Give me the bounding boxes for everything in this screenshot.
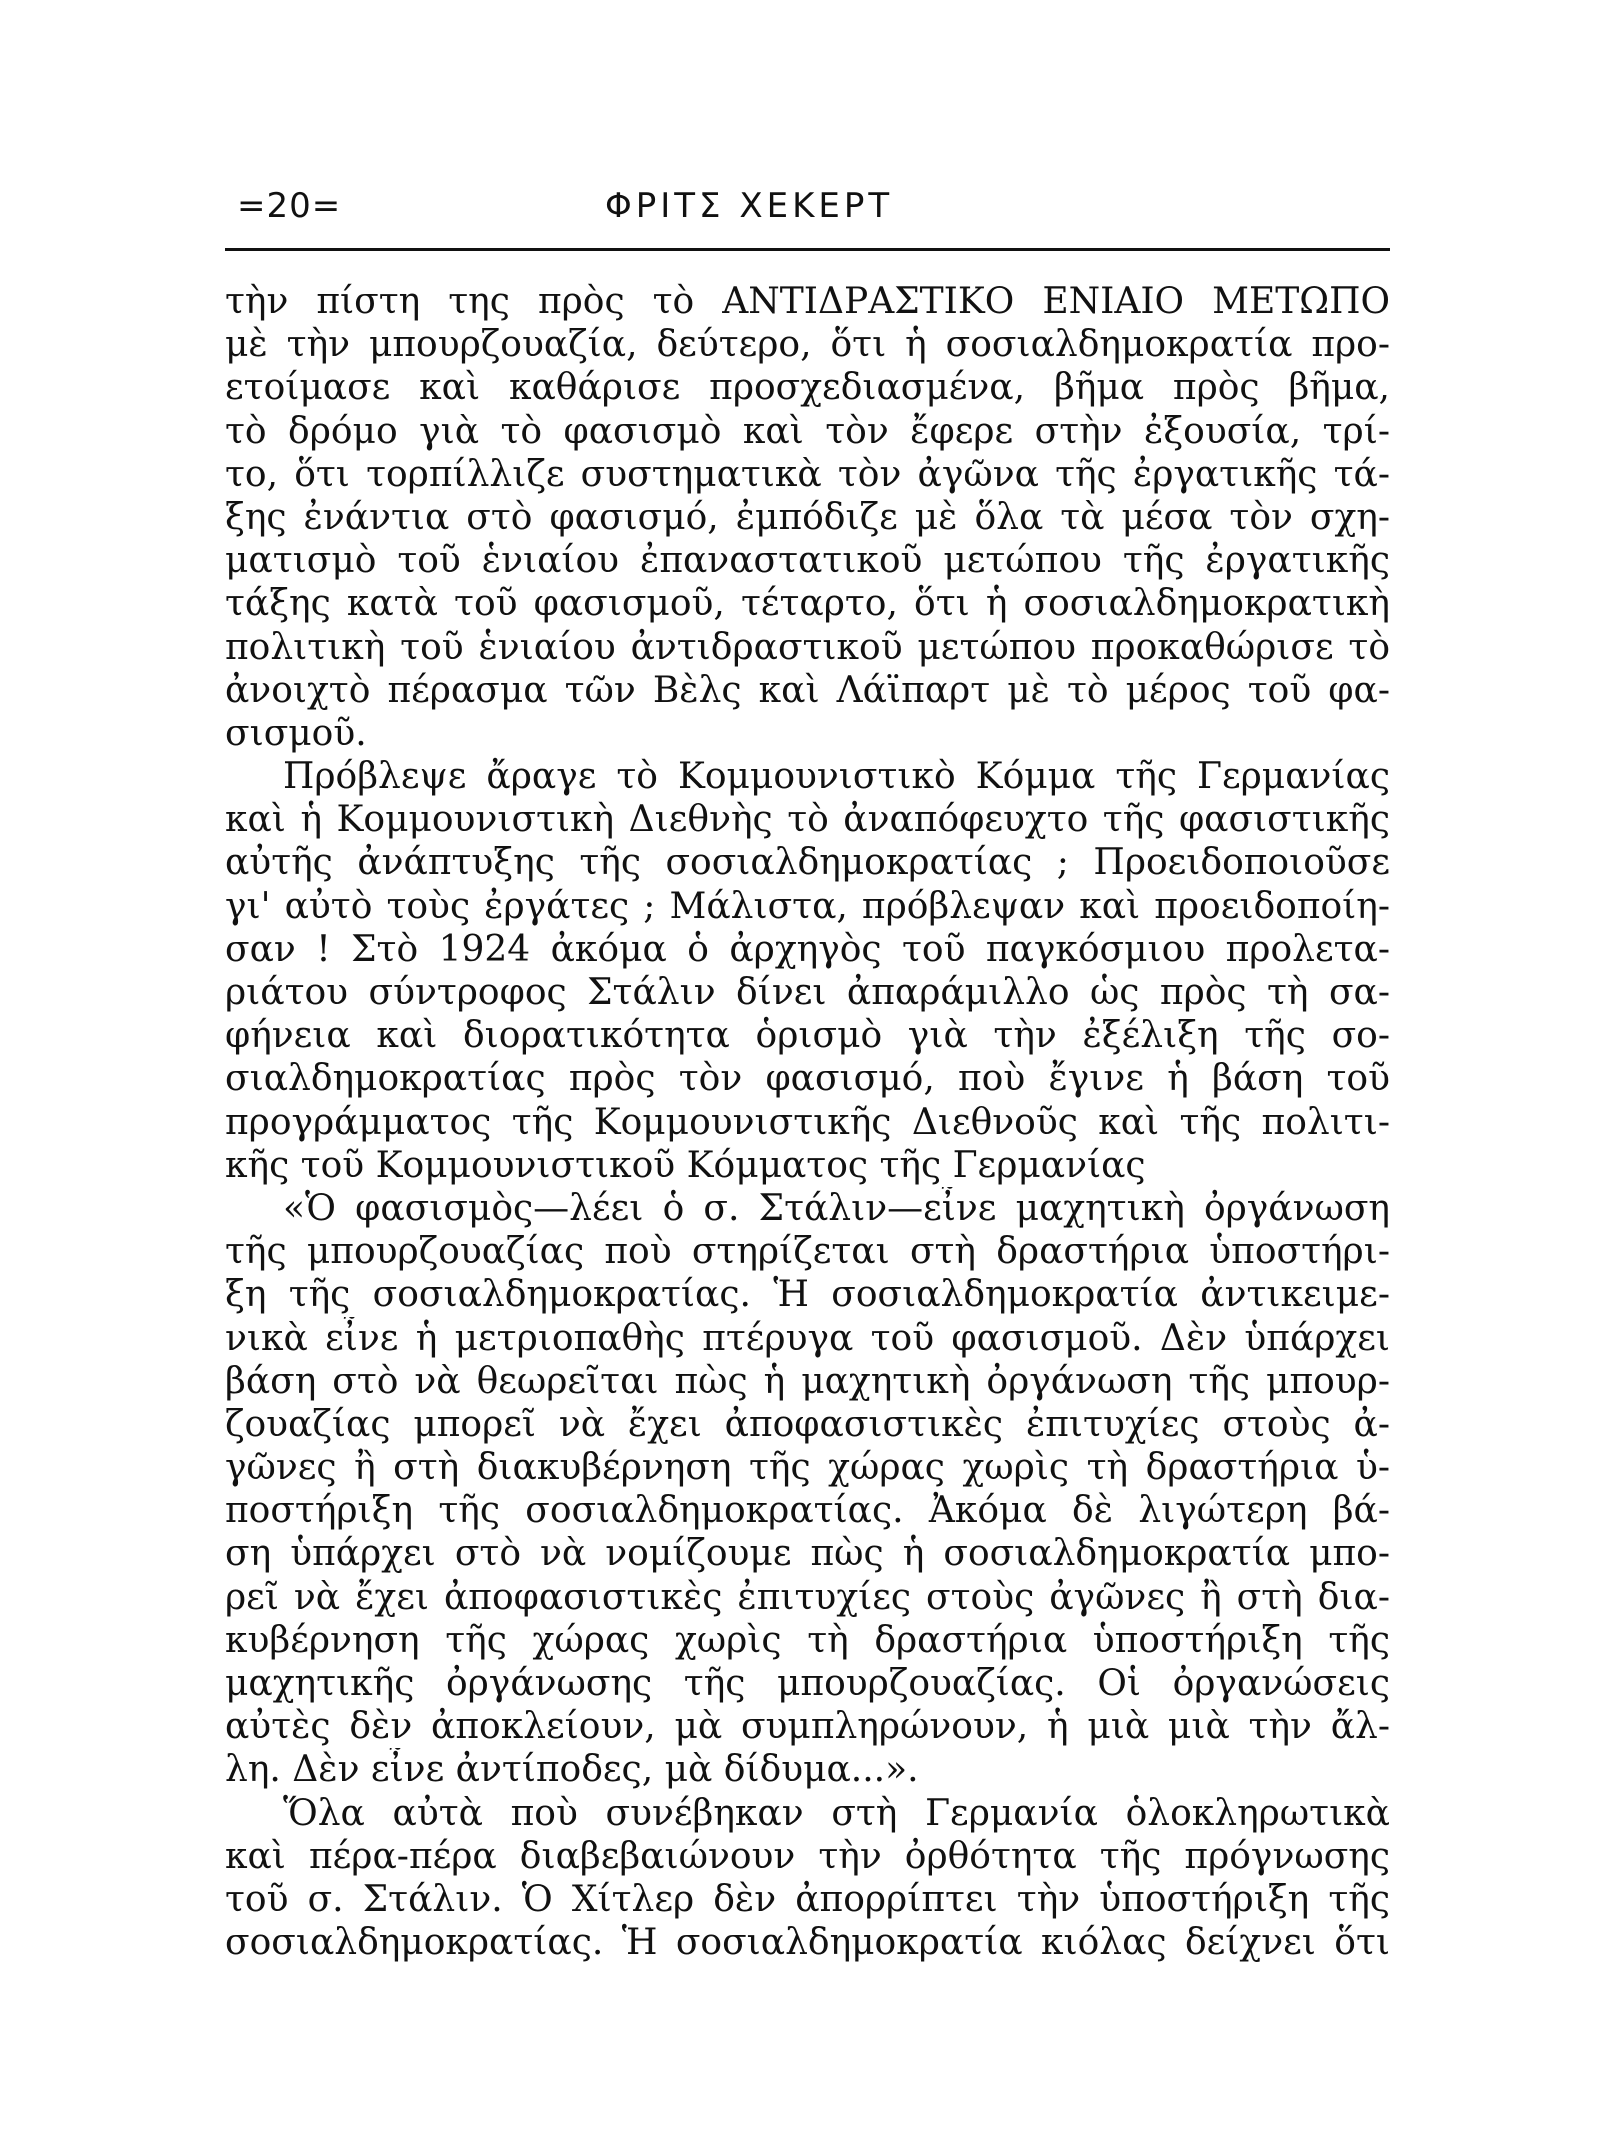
paragraph (225, 280, 1390, 755)
text-line: ριάτου σύντροφος Στάλιν δίνει ἀπαράμιλλο ὡς πρὸς τὴ σα- (225, 972, 1390, 1013)
text-line: μὲ τὴν μπουρζουαζία, δεύτερο, ὅτι ἡ σοσιαλδημοκρατία προ- (225, 324, 1390, 366)
text-line: κῆς τοῦ Κομμουνιστικοῦ Κόμματος τῆς Γερμανίας (225, 1144, 1146, 1186)
text-line: μαχητικῆς ὀργάνωσης τῆς μπουρζουαζίας. Οἱ ὀργανώσεις (225, 1663, 1390, 1704)
page-number: =20= (237, 186, 342, 226)
text-line: «Ὁ φασισμὸς—λέει ὁ σ. Στάλιν—εἶνε μαχητικὴ ὀργάνωση (283, 1187, 1390, 1229)
page-header (225, 186, 1390, 238)
text-line: ζουαζίας μπορεῖ νὰ ἔχει ἀποφασιστικὲς ἐπιτυχίες στοὺς ἀ- (225, 1403, 1390, 1445)
paragraph (225, 1792, 1390, 1965)
text-line: ετοίμασε καὶ καθάρισε προσχεδιασμένα, βῆμα πρὸς βῆμα, (225, 367, 1390, 409)
text-line: σιαλδημοκρατίας πρὸς τὸν φασισμό, ποὺ ἔγινε ἡ βάση τοῦ (225, 1058, 1390, 1100)
text-line: κυβέρνηση τῆς χώρας χωρὶς τὴ δραστήρια ὑποστήριξη τῆς (225, 1619, 1390, 1661)
text-line: τῆς μπουρζουαζίας ποὺ στηρίζεται στὴ δραστήρια ὑποστήρι- (225, 1231, 1390, 1273)
body-text (225, 280, 1390, 1964)
text-line: καὶ ἡ Κομμουνιστικὴ Διεθνὴς τὸ ἀναπόφευχτο τῆς φασιστικῆς (225, 799, 1390, 841)
text-line: προγράμματος τῆς Κομμουνιστικῆς Διεθνοῦς καὶ τῆς πολιτι- (225, 1101, 1390, 1143)
text-line: φήνεια καὶ διορατικότητα ὁρισμὸ γιὰ τὴν ἐξέλιξη τῆς σο- (225, 1015, 1390, 1057)
text-line: ρεῖ νὰ ἔχει ἀποφασιστικὲς ἐπιτυχίες στοὺς ἀγῶνες ἢ στὴ δια- (225, 1576, 1390, 1618)
paragraph (225, 1187, 1390, 1792)
paragraph (225, 755, 1390, 1187)
text-line: ποστήριξη τῆς σοσιαλδημοκρατίας. Ἀκόμα δὲ λιγώτερη βά- (225, 1490, 1390, 1532)
text-line: ματισμὸ τοῦ ἑνιαίου ἐπαναστατικοῦ μετώπου τῆς ἐργατικῆς (225, 540, 1390, 582)
text-line: σοσιαλδημοκρατίας. Ἡ σοσιαλδημοκρατία κιόλας δείχνει ὅτι (225, 1922, 1390, 1964)
text-line: αὐτὲς δὲν ἀποκλείουν, μὰ συμπληρώνουν, ἡ μιὰ μιὰ τὴν ἄλ- (225, 1706, 1390, 1748)
text-line: σισμοῦ. (225, 712, 367, 754)
text-line: τάξης κατὰ τοῦ φασισμοῦ, τέταρτο, ὅτι ἡ σοσιαλδημοκρατικὴ (225, 583, 1390, 625)
text-line: ξης ἐνάντια στὸ φασισμό, ἐμπόδιζε μὲ ὅλα τὰ μέσα τὸν σχη- (225, 496, 1390, 538)
text-line: βάση στὸ νὰ θεωρεῖται πὼς ἡ μαχητικὴ ὀργάνωση τῆς μπουρ- (225, 1360, 1390, 1402)
text-line: σαν ! Στὸ 1924 ἀκόμα ὁ ἀρχηγὸς τοῦ παγκόσμιου προλετα- (225, 928, 1390, 970)
text-line: καὶ πέρα-πέρα διαβεβαιώνουν τὴν ὀρθότητα τῆς πρόγνωσης (225, 1835, 1390, 1877)
text-line: γι' αὐτὸ τοὺς ἐργάτες ; Μάλιστα, πρόβλεψαν καὶ προειδοποίη- (225, 885, 1390, 927)
text-line: νικὰ εἶνε ἡ μετριοπαθὴς πτέρυγα τοῦ φασισμοῦ. Δὲν ὑπάρχει (225, 1317, 1390, 1359)
text-line: Ὅλα αὐτὰ ποὺ συνέβηκαν στὴ Γερμανία ὁλοκληρωτικὰ (283, 1792, 1390, 1834)
text-line: τὸ δρόμο γιὰ τὸ φασισμὸ καὶ τὸν ἔφερε στὴν ἐξουσία, τρί- (225, 410, 1390, 452)
text-line: ξη τῆς σοσιαλδημοκρατίας. Ἡ σοσιαλδημοκρατία ἀντικειμε- (225, 1274, 1390, 1316)
text-line: αὐτῆς ἀνάπτυξης τῆς σοσιαλδημοκρατίας ; Προειδοποιοῦσε (225, 842, 1390, 884)
header-rule (225, 248, 1390, 251)
text-line: ση ὑπάρχει στὸ νὰ νομίζουμε πὼς ἡ σοσιαλδημοκρατία μπο- (225, 1533, 1390, 1575)
text-line: γῶνες ἢ στὴ διακυβέρνηση τῆς χώρας χωρὶς τὴ δραστήρια ὑ- (225, 1447, 1390, 1489)
text-line: το, ὅτι τορπίλλιζε συστηματικὰ τὸν ἀγῶνα τῆς ἐργατικῆς τά- (225, 453, 1390, 495)
text-line: τοῦ σ. Στάλιν. Ὁ Χίτλερ δὲν ἀπορρίπτει τὴν ὑποστήριξη τῆς (225, 1878, 1390, 1920)
text-line: τὴν πίστη της πρὸς τὸ ΑΝΤΙΔΡΑΣΤΙΚΟ ΕΝΙΑΙΟ ΜΕΤΩΠΟ (225, 281, 1390, 322)
text-line: ἀνοιχτὸ πέρασμα τῶν Βὲλς καὶ Λάϊπαρτ μὲ τὸ μέρος τοῦ φα- (225, 669, 1390, 711)
text-line: λη. Δὲν εἶνε ἀντίποδες, μὰ δίδυμα...». (225, 1749, 919, 1791)
running-title: ΦΡΙΤΣ ΧΕΚΕΡΤ (605, 186, 894, 226)
text-line: Πρόβλεψε ἄραγε τὸ Κομμουνιστικὸ Κόμμα τῆς Γερμανίας (283, 756, 1390, 798)
text-line: πολιτικὴ τοῦ ἑνιαίου ἀντιδραστικοῦ μετώπου προκαθώρισε τὸ (225, 626, 1390, 668)
